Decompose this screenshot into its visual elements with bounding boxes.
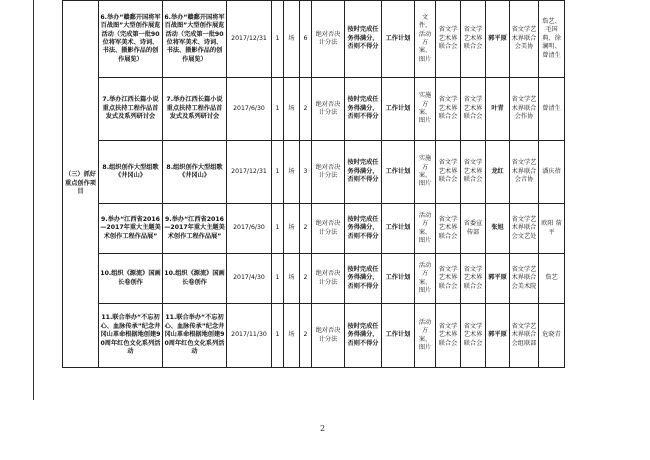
partner-org-cell: 省文学艺术界联合会 — [461, 1, 486, 78]
left-margin-rule — [33, 0, 34, 400]
department-cell: 省文学艺术界联合会文艺处 — [510, 204, 539, 254]
goal-cell: 7.举办江西长篇小说重点扶持工程作品首发式及系列研讨会 — [163, 78, 227, 141]
score-cell: 2 — [300, 304, 312, 368]
unit-cell: 场 — [284, 78, 300, 141]
goal-cell: 10.组织《源流》国画长卷创作 — [163, 254, 227, 304]
unit-cell: 场 — [284, 304, 300, 368]
responsible-person-cell: 曾清生 — [539, 78, 565, 141]
evidence-cell: 活动方案、图片 — [415, 254, 436, 304]
count-cell: 1 — [272, 141, 284, 204]
score-cell: 2 — [300, 204, 312, 254]
deadline-cell: 2017/12/31 — [227, 1, 272, 78]
partner-org-cell: 省文学艺术界联合会 — [461, 254, 486, 304]
evidence-cell: 实施方案、图片 — [415, 141, 436, 204]
table-row — [63, 304, 565, 368]
lead-org-cell: 省文学艺术界联合会 — [436, 78, 461, 141]
evidence-cell: 实施方案、图片 — [415, 78, 436, 141]
task-cell: 11.联合举办“不忘初心、血脉传承”纪念井冈山革命根据地创建90周年红色文化系列活动 — [99, 304, 163, 368]
assessment-method-cell: 绝对否决计分法 — [312, 304, 345, 368]
assessment-method-cell: 绝对否决计分法 — [312, 141, 345, 204]
assessment-method-cell: 绝对否决计分法 — [312, 78, 345, 141]
source-cell: 工作计划 — [382, 78, 415, 141]
leader-cell: 郭平原 — [486, 304, 510, 368]
goal-cell: 9.举办“江西省2016—2017年重大主题美术创作工程作品展” — [163, 204, 227, 254]
leader-cell: 张旭 — [486, 204, 510, 254]
leader-cell: 叶青 — [486, 78, 510, 141]
responsible-person-cell: 危晓青 — [539, 304, 565, 368]
table-row — [63, 141, 565, 204]
department-cell: 省文学艺术界联合会美协 — [510, 1, 539, 78]
table-row — [63, 1, 565, 78]
scoring-rule-cell: 按时完成任务得满分，否则不得分 — [345, 1, 382, 78]
lead-org-cell: 省文学艺术界联合会 — [436, 254, 461, 304]
task-cell: 9.举办“江西省2016—2017年重大主题美术创作工程作品展” — [99, 204, 163, 254]
lead-org-cell: 省文学艺术界联合会 — [436, 141, 461, 204]
deadline-cell: 2017/4/30 — [227, 254, 272, 304]
responsible-person-cell: 詹艺、毛国典、徐澜明、曾清生 — [539, 1, 565, 78]
partner-org-cell: 省文学艺术界联合会 — [461, 304, 486, 368]
score-cell: 2 — [300, 254, 312, 304]
source-cell: 工作计划 — [382, 254, 415, 304]
unit-cell: 场 — [284, 254, 300, 304]
evidence-cell: 活动方案、图片 — [415, 304, 436, 368]
lead-org-cell: 省文学艺术界联合会 — [436, 304, 461, 368]
partner-org-cell: 省委宣传部 — [461, 204, 486, 254]
source-cell: 工作计划 — [382, 141, 415, 204]
scoring-rule-cell: 按时完成任务得满分，否则不得分 — [345, 204, 382, 254]
department-cell: 省文学艺术界联合会作协 — [510, 78, 539, 141]
responsible-person-cell: 欧阳 蓿平 — [539, 204, 565, 254]
leader-cell: 郭平原 — [486, 254, 510, 304]
deadline-cell: 2017/11/30 — [227, 304, 272, 368]
task-cell: 7.举办江西长篇小说重点扶持工程作品首发式及系列研讨会 — [99, 78, 163, 141]
table-row — [63, 78, 565, 141]
scoring-rule-cell: 按时完成任务得满分，否则不得分 — [345, 78, 382, 141]
lead-org-cell: 省文学艺术界联合会 — [436, 1, 461, 78]
unit-cell: 场 — [284, 204, 300, 254]
table-row — [63, 254, 565, 304]
count-cell: 1 — [272, 254, 284, 304]
goal-cell: 8.组织创作大型组歌《井冈山》 — [163, 141, 227, 204]
department-cell: 省文学艺术界联合会美术院 — [510, 254, 539, 304]
partner-org-cell: 省文学艺术界联合会 — [461, 141, 486, 204]
page-number: 2 — [320, 424, 326, 433]
goal-cell: 6.举办“赣鄱开国将军百战图”大型创作展览活动（完成第一批90位将军美术、诗词、书法、摄影作品的创作展览） — [163, 1, 227, 78]
unit-cell: 场 — [284, 141, 300, 204]
responsible-person-cell: 潘庆蓓 — [539, 141, 565, 204]
lead-org-cell: 省文学艺术界联合会 — [436, 204, 461, 254]
task-cell: 8.组织创作大型组歌《井冈山》 — [99, 141, 163, 204]
table-row — [63, 204, 565, 254]
leader-cell: 郭平原 — [486, 1, 510, 78]
scoring-rule-cell: 按时完成任务得满分，否则不得分 — [345, 254, 382, 304]
partner-org-cell: 省文学艺术界联合会 — [461, 78, 486, 141]
score-cell: 2 — [300, 78, 312, 141]
source-cell: 工作计划 — [382, 1, 415, 78]
deadline-cell: 2017/6/30 — [227, 204, 272, 254]
evidence-cell: 活动方案、图片 — [415, 204, 436, 254]
scoring-rule-cell: 按时完成任务得满分，否则不得分 — [345, 304, 382, 368]
task-cell: 6.举办“赣鄱开国将军百战图”大型创作展览活动（完成第一批90位将军美术、诗词、书法、摄影作品的创作展览） — [99, 1, 163, 78]
assessment-method-cell: 绝对否决计分法 — [312, 204, 345, 254]
evidence-cell: 文件、活动方案、图片 — [415, 1, 436, 78]
source-cell: 工作计划 — [382, 304, 415, 368]
department-cell: 省文学艺术界联合会组联部 — [510, 304, 539, 368]
deadline-cell: 2017/12/31 — [227, 141, 272, 204]
deadline-cell: 2017/6/30 — [227, 78, 272, 141]
count-cell: 1 — [272, 78, 284, 141]
count-cell: 1 — [272, 1, 284, 78]
department-cell: 省文学艺术界联合会音协 — [510, 141, 539, 204]
count-cell: 1 — [272, 304, 284, 368]
score-cell: 3 — [300, 141, 312, 204]
scoring-rule-cell: 按时完成任务得满分，否则不得分 — [345, 141, 382, 204]
source-cell: 工作计划 — [382, 204, 415, 254]
assessment-method-cell: 绝对否决计分法 — [312, 254, 345, 304]
leader-cell: 龙红 — [486, 141, 510, 204]
goal-cell: 11.联合举办“不忘初心、血脉传承”纪念井冈山革命根据地创建90周年红色文化系列活动 — [163, 304, 227, 368]
score-cell: 6 — [300, 1, 312, 78]
unit-cell: 场 — [284, 1, 300, 78]
category-cell: （三）抓好重点创作项目 — [63, 1, 99, 368]
assessment-method-cell: 绝对否决计分法 — [312, 1, 345, 78]
task-table — [62, 0, 565, 368]
count-cell: 1 — [272, 204, 284, 254]
task-cell: 10.组织《源流》国画长卷创作 — [99, 254, 163, 304]
responsible-person-cell: 詹艺 — [539, 254, 565, 304]
